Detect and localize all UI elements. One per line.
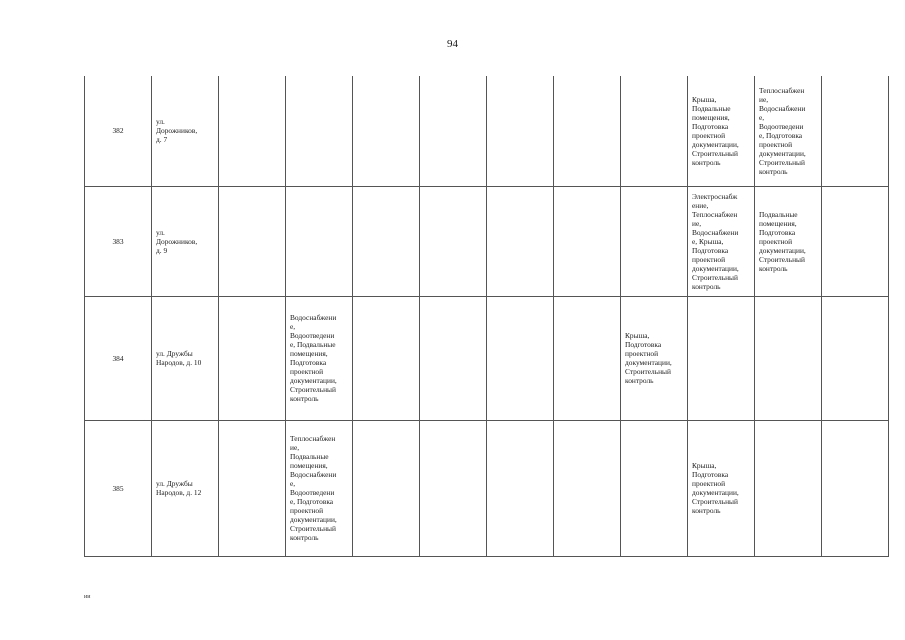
work-cell [487, 420, 554, 556]
page-number: 94 [447, 38, 458, 50]
work-cell [420, 186, 487, 296]
work-cell: Теплоснабжен ие, Водоснабжени е, Водоотведени е, Подготовка проектной документации, Строительный контроль [755, 76, 822, 186]
work-cell [286, 76, 353, 186]
work-cell [621, 76, 688, 186]
work-cell [219, 296, 286, 420]
work-cell [822, 420, 889, 556]
work-cell [487, 296, 554, 420]
work-cell [353, 420, 420, 556]
work-cell: Теплоснабжен ие, Подвальные помещения, Водоснабжени е, Водоотведени е, Подготовка проектной документации, Строительный контроль [286, 420, 353, 556]
work-cell [755, 420, 822, 556]
row-number-cell: 382 [85, 76, 152, 186]
work-cell [755, 296, 822, 420]
work-cell [487, 186, 554, 296]
work-cell [353, 296, 420, 420]
address-cell: ул. Дружбы Народов, д. 12 [152, 420, 219, 556]
address-cell: ул. Дорожников, д. 9 [152, 186, 219, 296]
work-cell: Крыша, Подготовка проектной документации, Строительный контроль [688, 420, 755, 556]
work-cell [621, 420, 688, 556]
address-cell: ул. Дорожников, д. 7 [152, 76, 219, 186]
table-row [85, 186, 889, 296]
work-cell [219, 186, 286, 296]
work-cell [688, 296, 755, 420]
work-cell [219, 420, 286, 556]
work-cell [554, 76, 621, 186]
work-cell [822, 186, 889, 296]
work-cell [420, 296, 487, 420]
row-number-cell: 385 [85, 420, 152, 556]
work-cell: Электроснабж ение, Теплоснабжен ие, Водоснабжени е, Крыша, Подготовка проектной документации, Строительный контроль [688, 186, 755, 296]
work-cell [353, 186, 420, 296]
address-cell: ул. Дружбы Народов, д. 10 [152, 296, 219, 420]
table-row [85, 76, 889, 186]
work-cell [286, 186, 353, 296]
work-cell [420, 76, 487, 186]
work-cell [420, 420, 487, 556]
work-cell: Подвальные помещения, Подготовка проектной документации, Строительный контроль [755, 186, 822, 296]
work-cell: Крыша, Подвальные помещения, Подготовка проектной документации, Строительный контроль [688, 76, 755, 186]
footer-mark: ии [84, 594, 91, 600]
work-cell [487, 76, 554, 186]
work-cell: Водоснабжени е, Водоотведени е, Подвальные помещения, Подготовка проектной документации, Строительный контроль [286, 296, 353, 420]
repair-schedule-table [84, 76, 889, 557]
work-cell [554, 186, 621, 296]
work-cell [219, 76, 286, 186]
work-cell [554, 420, 621, 556]
work-cell [822, 296, 889, 420]
table-row [85, 420, 889, 556]
row-number-cell: 383 [85, 186, 152, 296]
work-cell [822, 76, 889, 186]
table-row [85, 296, 889, 420]
work-cell [621, 186, 688, 296]
work-cell [353, 76, 420, 186]
work-cell: Крыша, Подготовка проектной документации, Строительный контроль [621, 296, 688, 420]
row-number-cell: 384 [85, 296, 152, 420]
work-cell [554, 296, 621, 420]
